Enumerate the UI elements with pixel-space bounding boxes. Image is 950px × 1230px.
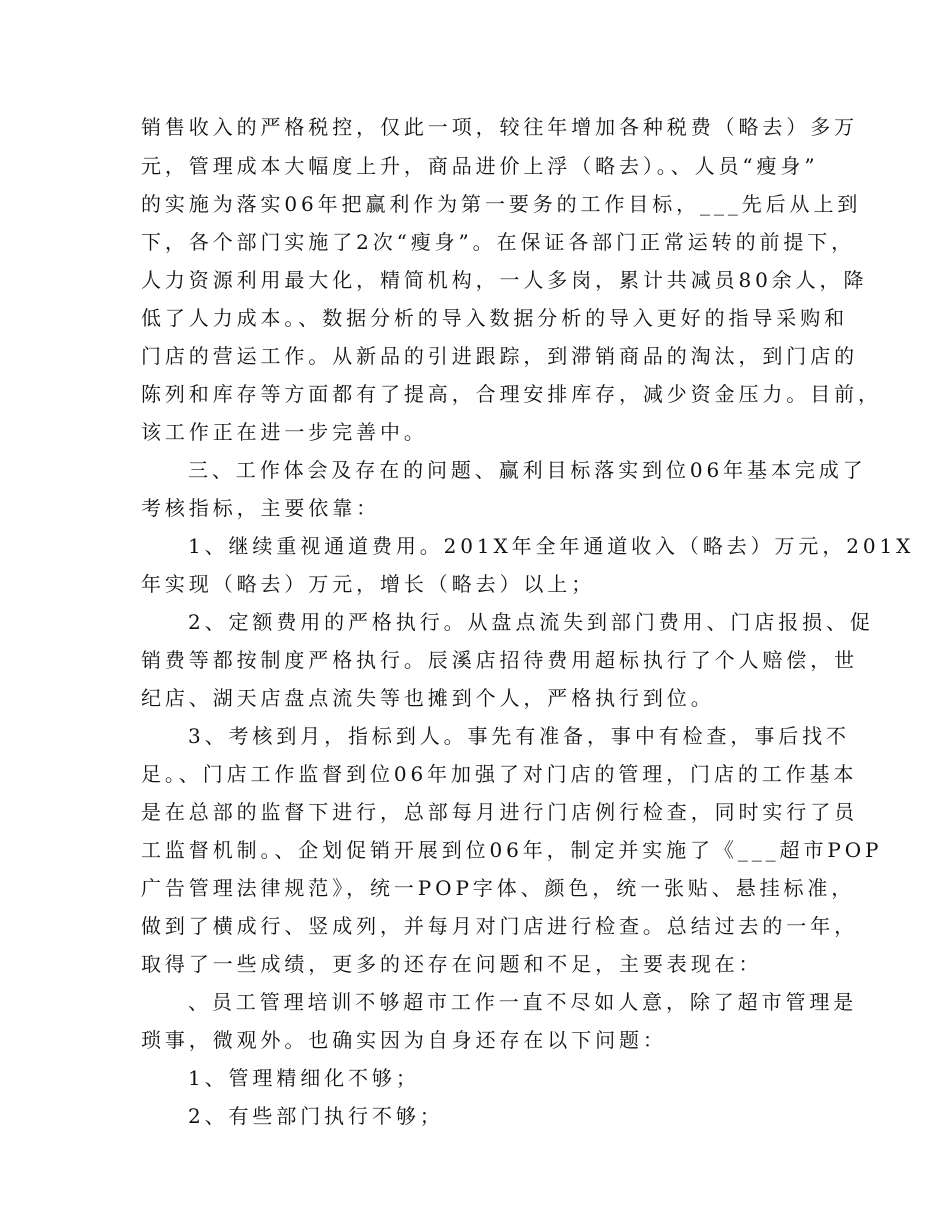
text-line: 下，各个部门实施了2次“瘦身”。在保证各部门正常运转的前提下， [141, 230, 856, 254]
text-line: 足。、门店工作监督到位06年加强了对门店的管理，门店的工作基本 [141, 762, 858, 786]
text-line: 是在总部的监督下进行，总部每月进行门店例行检查，同时实行了员 [141, 800, 858, 824]
text-line: 销费等都按制度严格执行。辰溪店招待费用超标执行了个人赔偿，世 [141, 648, 858, 672]
text-line: 纪店、湖天店盘点流失等也摊到个人，严格执行到位。 [141, 686, 715, 710]
section-heading: 三、工作体会及存在的问题、赢利目标落实到位06年基本完成了 [188, 458, 867, 482]
list-item: 1、继续重视通道费用。201X年全年通道收入（略去）万元，201X [188, 534, 915, 558]
text-line: 门店的营运工作。从新品的引进跟踪，到滞销商品的淘汰，到门店的 [141, 344, 858, 368]
list-item: 2、有些部门执行不够； [188, 1104, 444, 1128]
text-line: 销售收入的严格税控，仅此一项，较往年增加各种税费（略去）多万 [141, 115, 858, 139]
list-item: 1、管理精细化不够； [188, 1066, 420, 1090]
text-line: 工监督机制。、企划促销开展到位06年，制定并实施了《___超市POP [141, 838, 883, 862]
text-line: 琐事，微观外。也确实因为自身还存在以下问题： [141, 1028, 667, 1052]
text-line: 的实施为落实06年把赢利作为第一要务的工作目标，___先后从上到 [141, 192, 862, 216]
text-line: 元，管理成本大幅度上升，商品进价上浮（略去）。、人员“瘦身” [141, 154, 819, 178]
list-item: 3、考核到月，指标到人。事先有准备，事中有检查，事后找不 [188, 724, 850, 748]
text-line: 做到了横成行、竖成列，并每月对门店进行检查。总结过去的一年， [141, 914, 858, 938]
list-item: 2、定额费用的严格执行。从盘点流失到部门费用、门店报损、促 [188, 610, 874, 634]
text-line: 陈列和库存等方面都有了提高，合理安排库存，减少资金压力。目前， [141, 382, 882, 406]
text-line: 人力资源利用最大化，精简机构，一人多岗，累计共减员80余人，降 [141, 268, 868, 292]
text-line: 、员工管理培训不够超市工作一直不尽如人意，除了超市管理是 [188, 990, 858, 1014]
text-line: 广告管理法律规范》，统一POP字体、颜色，统一张贴、悬挂标准， [141, 876, 856, 900]
text-line: 取得了一些成绩，更多的还存在问题和不足，主要表现在： [141, 952, 763, 976]
text-line: 低了人力成本。、数据分析的导入数据分析的导入更好的指导采购和 [141, 306, 848, 330]
text-line: 该工作正在进一步完善中。 [141, 420, 428, 444]
text-line: 年实现（略去）万元，增长（略去）以上； [141, 572, 596, 596]
text-line: 考核指标，主要依靠： [141, 496, 380, 520]
